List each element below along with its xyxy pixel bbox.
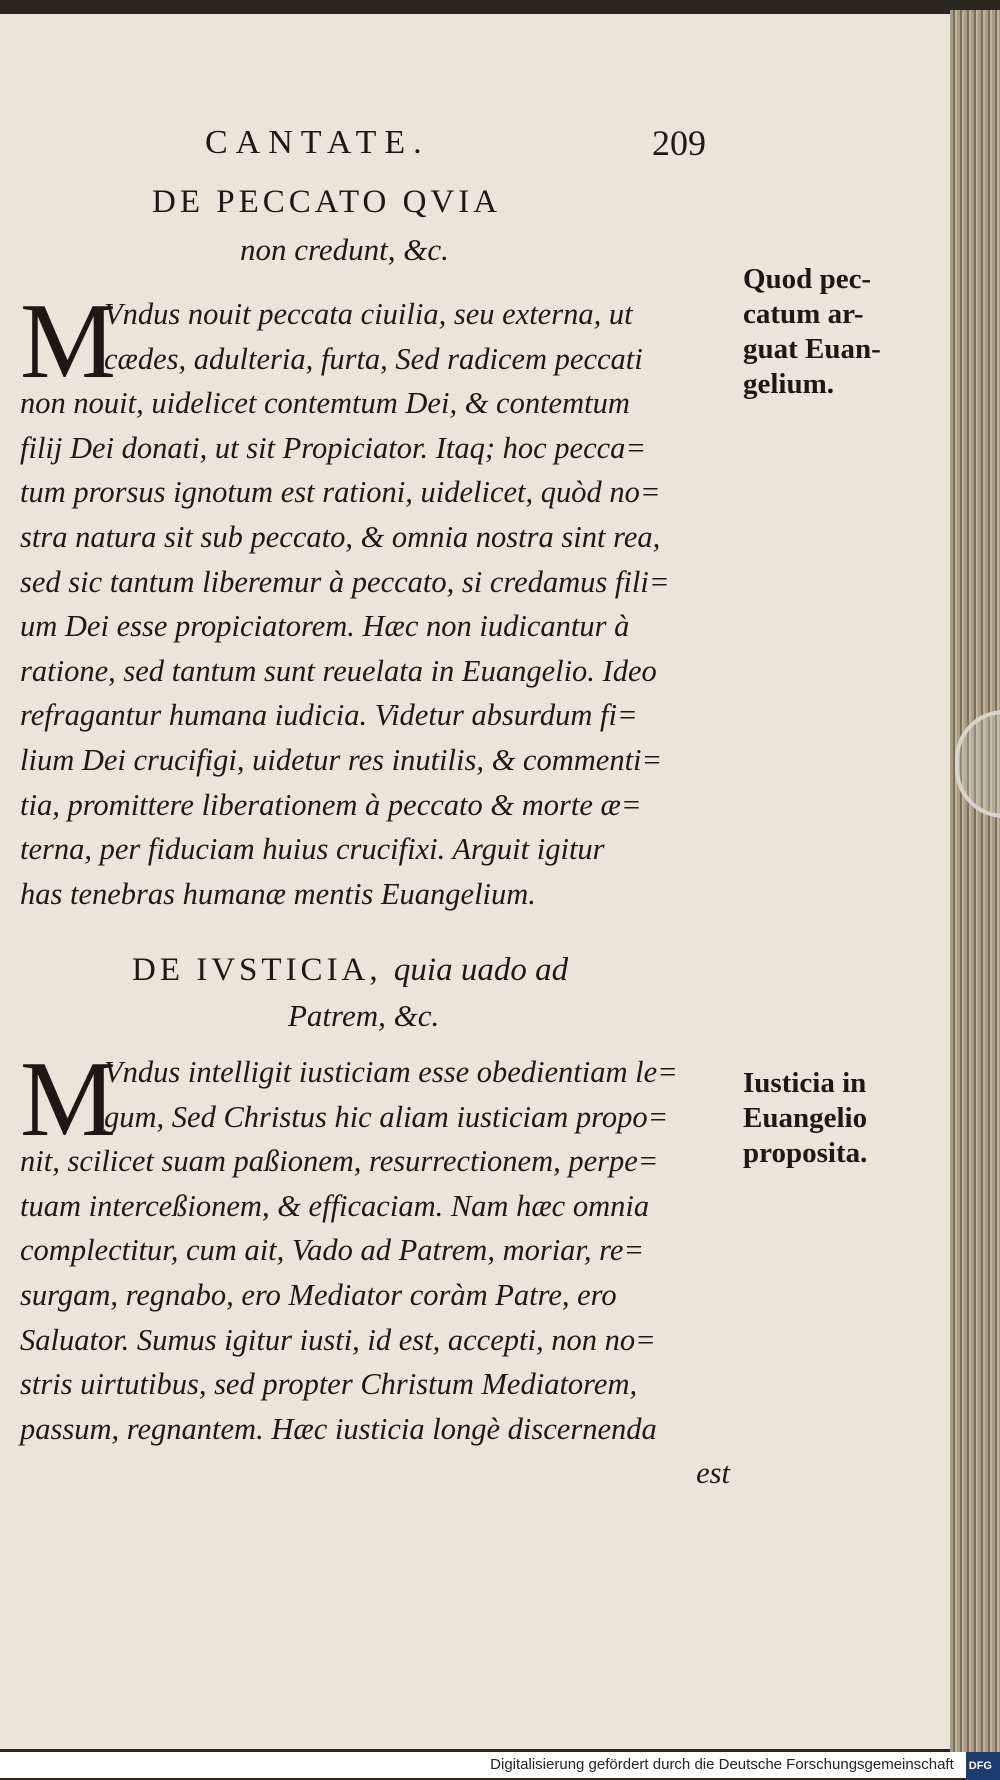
text-line: gum, Sed Christus hic aliam iusticiam propo=: [104, 1099, 669, 1134]
book-page: [0, 14, 953, 1749]
text-line: tia, promittere liberationem à peccato & morte æ=: [20, 787, 642, 822]
section1-paragraph: [20, 282, 736, 916]
text-line: stris uirtutibus, sed propter Christum Mediatorem,: [20, 1367, 638, 1402]
text-line: tum prorsus ignotum est rationi, uidelicet, quòd no=: [20, 475, 661, 510]
margin-note-2: [743, 1066, 867, 1171]
text-line: passum, regnantem. Hæc iusticia longè discernenda: [20, 1411, 657, 1446]
margin-note-line: Iusticia in: [743, 1067, 867, 1099]
text-line: Vndus intelligit iusticiam esse obedientiam le=: [104, 1055, 678, 1089]
section2-paragraph: [20, 1040, 736, 1496]
book-page-edges: [950, 10, 1000, 1752]
text-line: complectitur, cum ait, Vado ad Patrem, moriar, re=: [20, 1233, 645, 1268]
margin-note-line: proposita.: [743, 1137, 868, 1169]
section2-heading-italic: quia uado ad: [393, 952, 569, 988]
text-line: non nouit, uidelicet contemtum Dei, & contemtum: [20, 386, 630, 421]
text-line: Saluator. Sumus igitur iusti, id est, accepti, non no=: [20, 1322, 656, 1357]
section2-heading: [132, 952, 568, 989]
text-line: has tenebras humanæ mentis Euangelium.: [20, 876, 536, 911]
section1-heading: DE PECCATO QVIA: [152, 184, 502, 220]
dropcap: M: [20, 282, 117, 401]
running-head: CANTATE.: [205, 124, 430, 161]
text-line: terna, per fiduciam huius crucifixi. Arguit igitur: [20, 832, 605, 867]
text-line: um Dei esse propiciatorem. Hæc non iudicantur à: [20, 609, 630, 644]
catchword: est: [696, 1456, 730, 1491]
text-line: sed sic tantum liberemur à peccato, si credamus fili=: [20, 564, 670, 599]
margin-note-line: Euangelio: [743, 1102, 868, 1134]
footer-credit: [0, 1752, 1000, 1778]
text-line: cædes, adulteria, furta, Sed radicem peccati: [104, 341, 643, 376]
margin-note-1: [743, 262, 881, 402]
text-line: Vndus nouit peccata ciuilia, seu externa, ut: [104, 297, 633, 331]
text-line: lium Dei crucifigi, uidetur res inutilis, & commenti=: [20, 742, 663, 777]
text-line: refragantur humana iudicia. Videtur absurdum fi=: [20, 698, 638, 733]
margin-note-line: guat Euan-: [743, 333, 881, 365]
section2-heading-cont: Patrem, &c.: [288, 998, 440, 1033]
section2-heading-roman: DE IVSTICIA,: [132, 952, 382, 988]
margin-note-line: Quod pec-: [743, 263, 872, 295]
text-line: ratione, sed tantum sunt reuelata in Euangelio. Ideo: [20, 653, 657, 688]
page-number: 209: [652, 123, 706, 163]
text-line: stra natura sit sub peccato, & omnia nostra sint rea,: [20, 519, 661, 554]
margin-note-line: gelium.: [743, 368, 835, 400]
text-line: filij Dei donati, ut sit Propiciator. Itaq; hoc pecca=: [20, 430, 646, 465]
section1-heading-cont: non credunt, &c.: [240, 232, 449, 267]
margin-note-line: catum ar-: [743, 298, 864, 330]
dfg-logo: DFG: [966, 1752, 1000, 1780]
text-line: surgam, regnabo, ero Mediator coràm Patre, ero: [20, 1277, 617, 1312]
dropcap: M: [20, 1040, 117, 1159]
text-line: tuam interceßionem, & efficaciam. Nam hæc omnia: [20, 1188, 650, 1223]
footer-credit-text: Digitalisierung gefördert durch die Deutsche Forschungsgemeinschaft: [490, 1756, 954, 1773]
text-line: nit, scilicet suam paßionem, resurrectionem, perpe=: [20, 1144, 659, 1179]
